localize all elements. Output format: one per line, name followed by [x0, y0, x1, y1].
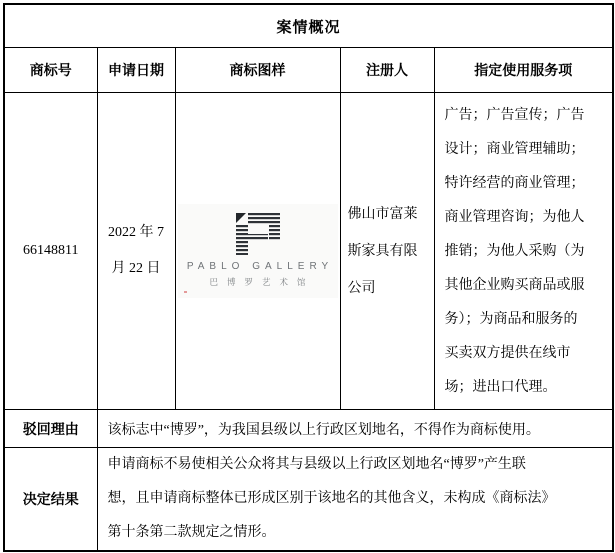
striped-p-logo-icon — [236, 213, 280, 255]
column-header-trademark-image: 商标图样 — [175, 48, 340, 93]
services-line: 场；进出口代理。 — [444, 380, 557, 395]
services-cell — [434, 93, 613, 410]
column-header-apply-date: 申请日期 — [97, 48, 175, 93]
services-line: 推销；为他人采购（为 — [444, 244, 585, 259]
trademark-image-cell — [175, 93, 340, 410]
services-line: 其他企业购买商品或服 — [444, 278, 585, 293]
column-header-row — [4, 48, 613, 93]
rejection-label: 驳回理由 — [4, 410, 97, 448]
rejection-content: 该标志中“博罗”，为我国县级以上行政区划地名，不得作为商标使用。 — [97, 410, 613, 448]
decision-line: 想，且申请商标整体已形成区别于该地名的其他含义，未构成《商标法》 — [107, 491, 556, 506]
registrant-cell — [340, 93, 434, 410]
rejection-row — [4, 410, 613, 448]
case-overview-table — [3, 3, 614, 552]
apply-date-line: 2022 年 7 — [108, 225, 164, 240]
services-line: 广告；广告宣传；广告 — [444, 108, 585, 123]
services-line: 商业管理咨询；为他人 — [444, 210, 585, 225]
logo-name-en: PABLO GALLERY — [186, 261, 334, 272]
services-line: 设计；商业管理辅助； — [444, 142, 585, 157]
column-header-services: 指定使用服务项 — [434, 48, 613, 93]
trademark-logo — [178, 204, 338, 298]
registrant-line: 公司 — [347, 280, 376, 296]
decision-label: 决定结果 — [4, 448, 97, 552]
column-header-registrant: 注册人 — [340, 48, 434, 93]
page-title: 案情概况 — [4, 4, 613, 48]
apply-date-line: 月 22 日 — [111, 261, 161, 276]
title-row — [4, 4, 613, 48]
trademark-number: 66148811 — [23, 243, 79, 258]
decision-row — [4, 448, 613, 552]
services-line: 务）；为商品和服务的 — [444, 312, 578, 327]
registrant-line: 斯家具有限 — [347, 243, 418, 259]
services-line: 特许经营的商业管理； — [444, 176, 585, 191]
trademark-number-cell — [4, 93, 97, 410]
registrant-line: 佛山市富莱 — [347, 206, 418, 222]
services-line: 买卖双方提供在线市 — [444, 346, 571, 361]
decision-line: 申请商标不易使相关公众将其与县级以上行政区划地名“博罗”产生联 — [107, 457, 526, 472]
logo-red-dot — [184, 291, 187, 293]
decision-content — [97, 448, 613, 552]
column-header-trademark-no: 商标号 — [4, 48, 97, 93]
logo-name-cn: 巴博罗艺术馆 — [209, 277, 315, 287]
apply-date-cell — [97, 93, 175, 410]
decision-line: 第十条第二款规定之情形。 — [107, 525, 276, 540]
table-row — [4, 93, 613, 410]
